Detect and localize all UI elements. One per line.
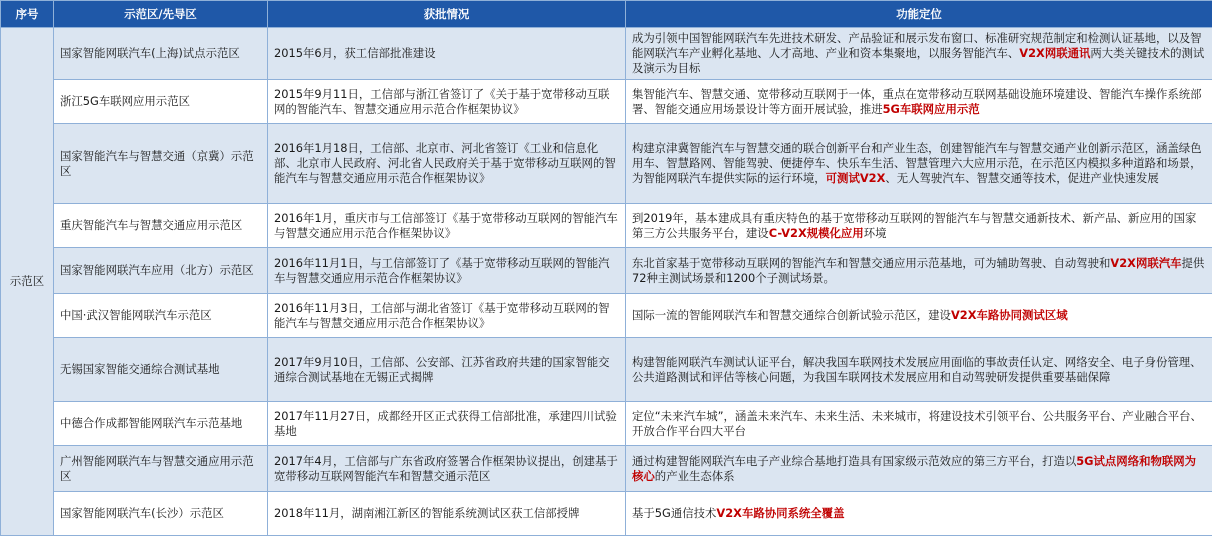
approval-text: 2015年9月11日，工信部与浙江省签订了《关于基于宽带移动互联网的智能汽车、智慧交通应用示范合作框架协议》 — [268, 80, 626, 124]
approval-text: 2016年1月18日，工信部、北京市、河北省签订《工业和信息化部、北京市人民政府、河北省人民政府关于基于宽带移动互联网的智能汽车与智慧交通应用示范合作框架协议》 — [268, 124, 626, 204]
zone-name: 国家智能汽车与智慧交通（京冀）示范区 — [54, 124, 268, 204]
function-cell — [626, 402, 1212, 446]
function-text: 定位“未来汽车城”，涵盖未来汽车、未来生活、未来城市，将建设技术引领平台、公共服务平台、产业融合平台、开放合作平台四大平台 — [632, 408, 1202, 438]
function-cell — [626, 28, 1212, 80]
header-seq: 序号 — [1, 1, 54, 28]
function-highlight: 5G车联网应用示范 — [882, 101, 980, 116]
function-highlight: V2X网联通讯 — [1019, 46, 1091, 60]
header-zone: 示范区/先导区 — [54, 1, 268, 28]
function-suffix: 两大类关键技术的测试及演示为目标 — [632, 46, 1205, 75]
zone-name: 重庆智能汽车与智慧交通应用示范区 — [54, 204, 268, 248]
header-function: 功能定位 — [626, 1, 1212, 28]
approval-text: 2016年1月，重庆市与工信部签订《基于宽带移动互联网的智能汽车与智慧交通应用示范合作框架协议》 — [268, 204, 626, 248]
table-row — [1, 204, 1212, 248]
function-text: 构建京津冀智能汽车与智慧交通的联合创新平台和产业生态，创建智能汽车与智慧交通产业创新示范区，涵盖绿色用车、智慧路网、智能驾驶、便捷停车、快乐车生活、智慧管理六大应用示范，在示范区内模拟多种道路和场景，为智能网联汽车提供实际的运行环境， — [632, 141, 1202, 185]
table-row — [1, 338, 1212, 402]
function-suffix: 环境 — [863, 225, 887, 240]
function-cell — [626, 80, 1212, 124]
zone-name: 中德合作成都智能网联汽车示范基地 — [54, 402, 268, 446]
table-row — [1, 492, 1212, 536]
function-highlight: 5G试点网络和物联网为核心 — [632, 453, 1197, 483]
function-cell — [626, 446, 1212, 492]
function-text: 基于5G通信技术 — [632, 506, 717, 520]
function-cell — [626, 294, 1212, 338]
function-text: 到2019年，基本建成具有重庆特色的基于宽带移动互联网的智能汽车与智慧交通新技术、新产品、新应用的国家第三方公共服务平台，建设 — [632, 210, 1197, 240]
function-suffix: 提供72种主测试场景和1200个子测试场景。 — [632, 255, 1205, 285]
group-label: 示范区 — [1, 28, 54, 536]
table-header-row — [1, 1, 1212, 28]
function-cell — [626, 248, 1212, 294]
approval-text: 2015年6月，获工信部批准建设 — [268, 28, 626, 80]
function-cell — [626, 492, 1212, 536]
zone-name: 中国·武汉智能网联汽车示范区 — [54, 294, 268, 338]
table-row — [1, 446, 1212, 492]
table-row — [1, 80, 1212, 124]
zone-name: 广州智能网联汽车与智慧交通应用示范区 — [54, 446, 268, 492]
zone-name: 国家智能网联汽车(上海)试点示范区 — [54, 28, 268, 80]
table-row — [1, 402, 1212, 446]
header-approval: 获批情况 — [268, 1, 626, 28]
approval-text: 2018年11月，湖南湘江新区的智能系统测试区获工信部授牌 — [268, 492, 626, 536]
approval-text: 2017年4月，工信部与广东省政府签署合作框架协议提出，创建基于宽带移动互联网智能汽车和智慧交通示范区 — [268, 446, 626, 492]
table-row — [1, 124, 1212, 204]
function-cell — [626, 338, 1212, 402]
table-row — [1, 28, 1212, 80]
function-text: 构建智能网联汽车测试认证平台，解决我国车联网技术发展应用面临的事故责任认定、网络安全、电子身份管理、公共道路测试和评估等核心问题，为我国车联网技术发展应用和自动驾驶研发提供重要基础保障 — [632, 354, 1202, 384]
table-row — [1, 294, 1212, 338]
function-text: 国际一流的智能网联汽车和智慧交通综合创新试验示范区，建设 — [632, 308, 951, 322]
zone-name: 无锡国家智能交通综合测试基地 — [54, 338, 268, 402]
function-highlight: V2X网联汽车 — [1110, 255, 1182, 270]
function-suffix: 、无人驾驶汽车、智慧交通等技术，促进产业快速发展 — [885, 171, 1159, 185]
function-highlight: V2X车路协同系统全覆盖 — [716, 506, 845, 520]
function-cell — [626, 124, 1212, 204]
function-text: 成为引领中国智能网联汽车先进技术研发、产品验证和展示发布窗口、标准研究规范制定和检测认证基地，以及智能网联汽车产业孵化基地、人才高地、产业和资本集聚地，以服务智能汽车、 — [632, 31, 1202, 60]
zone-name: 国家智能网联汽车(长沙）示范区 — [54, 492, 268, 536]
function-highlight: 可测试V2X — [825, 171, 886, 185]
function-text: 集智能汽车、智慧交通、宽带移动互联网于一体，重点在宽带移动互联网基础设施环境建设、智能汽车操作系统部署、智能交通应用场景设计等方面开展试验，推进 — [632, 86, 1202, 116]
zone-name: 国家智能网联汽车应用（北方）示范区 — [54, 248, 268, 294]
approval-text: 2017年11月27日，成都经开区正式获得工信部批准，承建四川试验基地 — [268, 402, 626, 446]
approval-text: 2016年11月1日，与工信部签订了《基于宽带移动互联网的智能汽车与智慧交通应用示范合作框架协议》 — [268, 248, 626, 294]
function-suffix: 的产业生态体系 — [654, 468, 735, 483]
zone-name: 浙江5G车联网应用示范区 — [54, 80, 268, 124]
function-text: 东北首家基于宽带移动互联网的智能汽车和智慧交通应用示范基地，可为辅助驾驶、自动驾驶和 — [632, 255, 1111, 270]
function-highlight: C-V2X规模化应用 — [768, 225, 864, 240]
approval-text: 2017年9月10日，工信部、公安部、江苏省政府共建的国家智能交通综合测试基地在无锡正式揭牌 — [268, 338, 626, 402]
approval-text: 2016年11月3日，工信部与湖北省签订《基于宽带移动互联网的智能汽车与智慧交通应用示范合作框架协议》 — [268, 294, 626, 338]
function-highlight: V2X车路协同测试区域 — [950, 308, 1068, 322]
table-row — [1, 248, 1212, 294]
function-text: 通过构建智能网联汽车电子产业综合基地打造具有国家级示范效应的第三方平台，打造以 — [632, 453, 1077, 468]
function-cell — [626, 204, 1212, 248]
